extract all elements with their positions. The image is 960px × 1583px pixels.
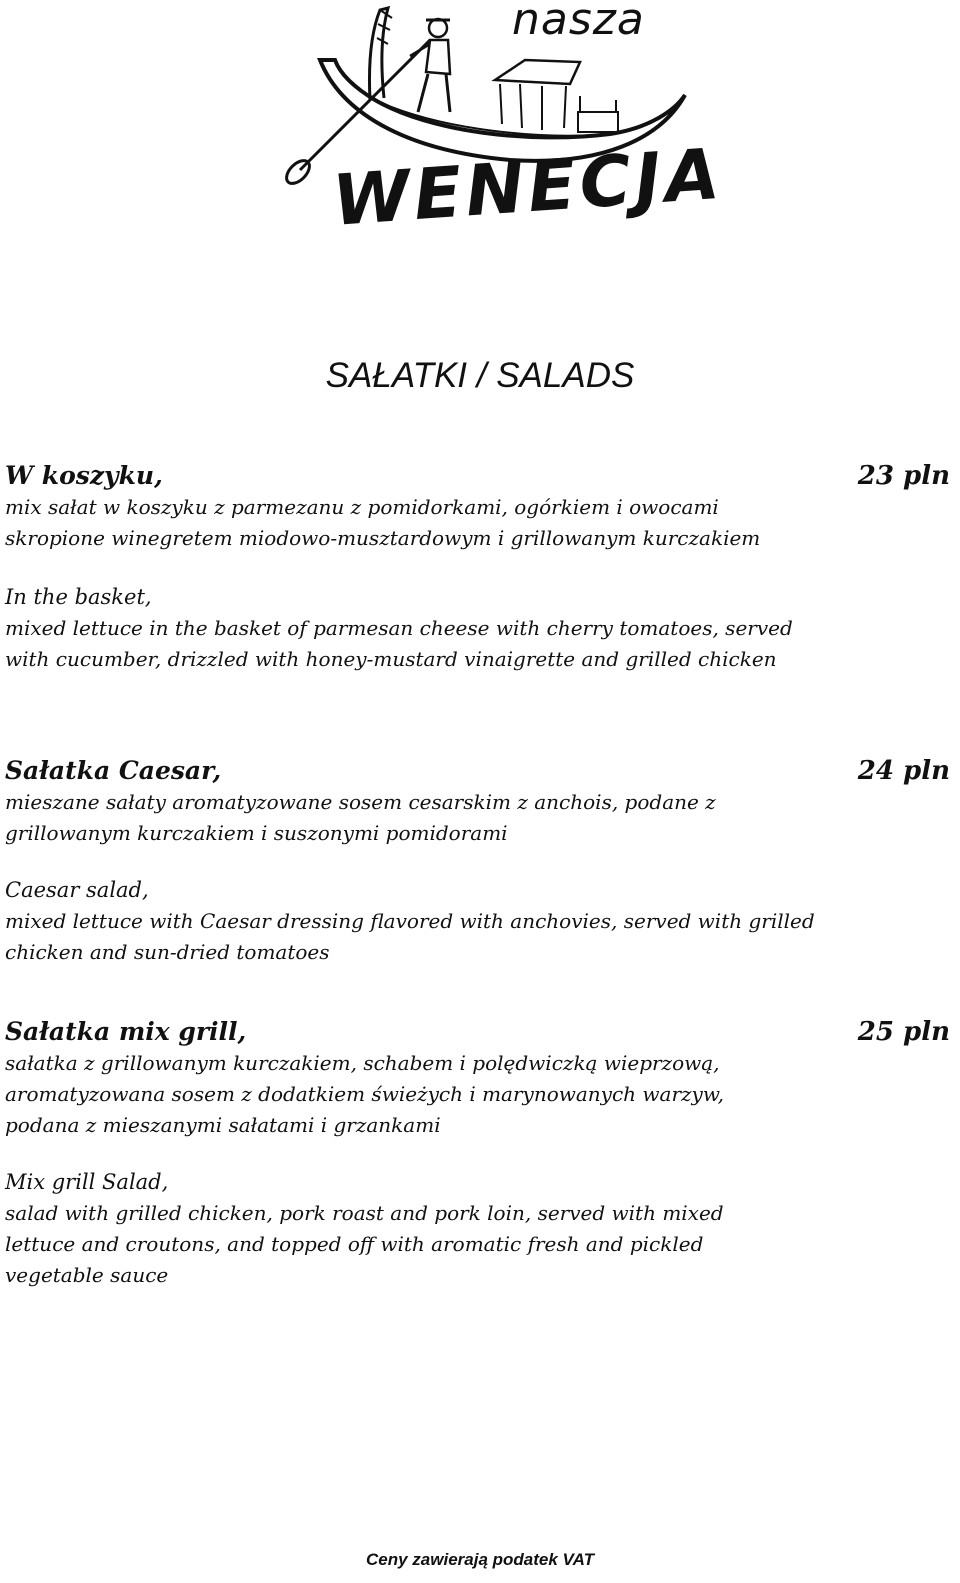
item-description-pl: mix sałat w koszyku z parmezanu z pomidorkami, ogórkiem i owocami skropione winegretem miodowo-musztardowym i grillowanym kurczakiem (5, 495, 761, 550)
item-description-en: mixed lettuce with Caesar dressing flavored with anchovies, served with grilled chicken and sun-dried tomatoes (5, 909, 815, 964)
item-name-pl: W koszyku, (5, 461, 163, 490)
item-description-en: salad with grilled chicken, pork roast and pork loin, served with mixed lettuce and croutons, and topped off with aromatic fresh and pickled vegetable sauce (5, 1201, 724, 1287)
item-price: 25 pln (857, 1017, 950, 1047)
item-name-en: Caesar salad, (5, 878, 149, 902)
item-name-en: In the basket, (5, 585, 152, 609)
item-name-pl: Sałatka mix grill, (5, 1017, 247, 1046)
logo-text-wenecja: WENECJA (330, 132, 726, 242)
menu-item (5, 1016, 955, 1291)
item-price: 23 pln (857, 461, 950, 491)
item-description-pl: mieszane sałaty aromatyzowane sosem cesarskim z anchois, podane z grillowanym kurczakiem i suszonymi pomidorami (5, 790, 716, 845)
item-description-pl: sałatka z grillowanym kurczakiem, schabem i polędwiczką wieprzową, aromatyzowana sosem z dodatkiem świeżych i marynowanych warzyw, podana z mieszanymi sałatami i grzankami (5, 1051, 724, 1137)
item-price: 24 pln (857, 756, 950, 786)
item-name-pl: Sałatka Caesar, (5, 756, 222, 785)
item-description-en: mixed lettuce in the basket of parmesan cheese with cherry tomatoes, served with cucumber, drizzled with honey-mustard vinaigrette and grilled chicken (5, 616, 793, 671)
vat-note: Ceny zawierają podatek VAT (366, 1550, 594, 1569)
logo-text-nasza: nasza (512, 0, 645, 45)
menu-item (5, 460, 955, 675)
section-title: SAŁATKI / SALADS (325, 356, 635, 395)
menu-item (5, 755, 955, 968)
restaurant-logo (280, 0, 726, 270)
item-name-en: Mix grill Salad, (5, 1170, 169, 1194)
